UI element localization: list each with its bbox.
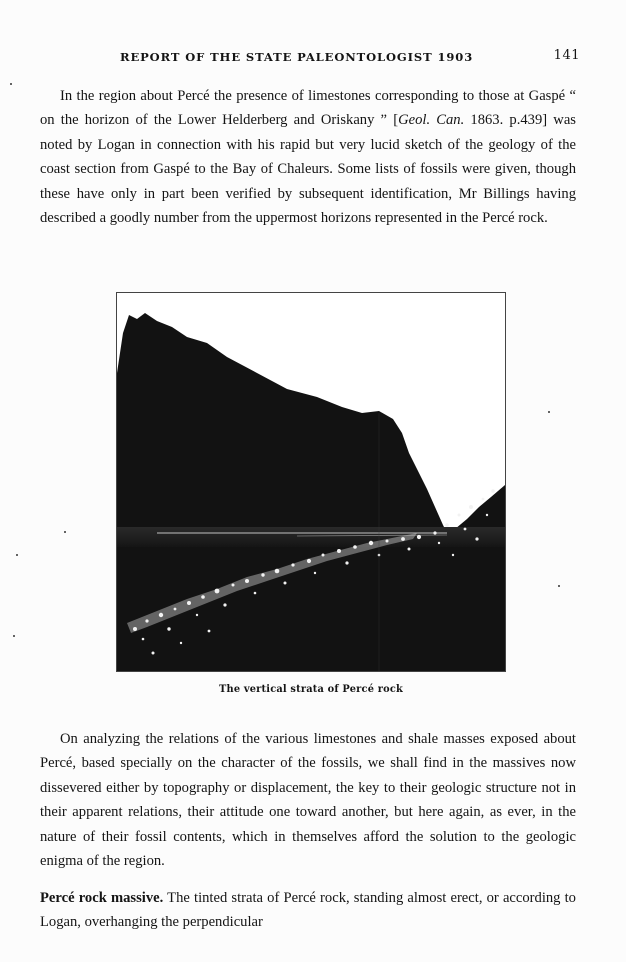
paragraph-1-text-b: 1863. p.439] was noted by Logan in connection with his rapid but very lucid sketch of the geology of the coast section from Gaspé to the Bay of Chaleurs. Some lists of fossils were given, though these have only in part been verified by subsequent identification, Mr Billings having described a goodly number from the uppermost horizons represented in the Percé rock. — [40, 112, 576, 227]
paragraph-3-text: The tinted strata of Percé rock, standing almost erect, or according to Logan, overhanging the perpendicular — [40, 890, 576, 931]
paper-speck — [13, 635, 15, 637]
running-title: REPORT OF THE STATE PALEONTOLOGIST 1903 — [120, 50, 474, 64]
page-number: 141 — [553, 48, 580, 63]
paragraph-perce-rock-massive — [40, 886, 576, 935]
run-in-heading: Percé rock massive. — [40, 890, 164, 906]
paragraph-perce-limestones — [40, 84, 576, 230]
citation-geol-can: Geol. Can. — [398, 112, 465, 129]
paragraph-analyzing-relations: On analyzing the relations of the various limestones and shale masses exposed about Percé, based specially on the character of the fossils, we shall find in the massives now dissevered either by topography or displacement, the key to their geologic structure not in their apparent relations, their attitude one toward another, but here again, as ever, in the nature of their fossil contents, which in themselves afford the solution to the geologic enigma of the region. — [40, 731, 576, 870]
paper-speck — [558, 585, 560, 587]
paper-speck — [10, 83, 12, 85]
paper-speck — [16, 554, 18, 556]
paper-speck — [64, 531, 66, 533]
paragraph-1-text-a: In the region about Percé the presence of limestones corresponding to those at Gaspé “ on the horizon of the Lower Helderberg and Oriskany ” [ — [40, 88, 576, 129]
photograph-perce-rock — [116, 292, 506, 672]
figure-caption: The vertical strata of Percé rock — [219, 684, 403, 695]
paper-speck — [548, 411, 550, 413]
